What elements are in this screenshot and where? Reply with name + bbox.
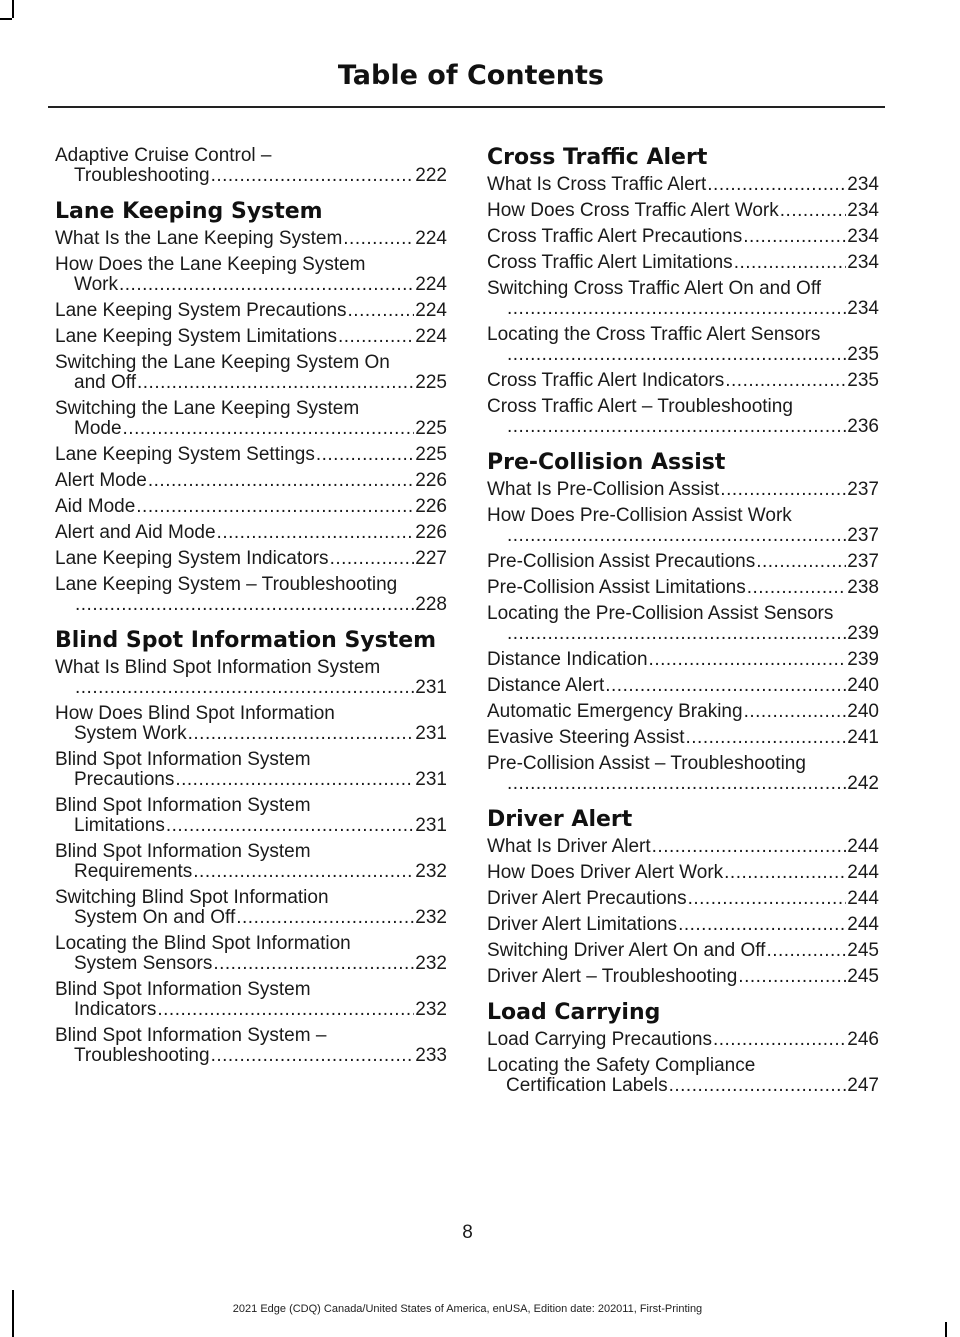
- toc-left-column: [55, 146, 447, 1072]
- page-number: 241: [847, 727, 879, 748]
- toc-entry[interactable]: Switching Driver Alert On and Off ..... 245: [487, 941, 879, 961]
- page-number: 240: [847, 675, 879, 696]
- toc-entry[interactable]: Blind Spot Information System Precautions ..... 231: [55, 750, 447, 790]
- page-number: 232: [415, 907, 447, 928]
- toc-entry[interactable]: How Does Blind Spot Information System Work ..... 231: [55, 704, 447, 744]
- toc-entry[interactable]: Locating the Pre-Collision Assist Sensors ..... 239: [487, 604, 879, 644]
- crop-mark: [12, 0, 14, 18]
- toc-entry[interactable]: Switching the Lane Keeping System On and Off ..... 225: [55, 353, 447, 393]
- toc-entry[interactable]: Pre-Collision Assist Limitations ..... 238: [487, 578, 879, 598]
- page-number: 227: [415, 548, 447, 569]
- toc-entry[interactable]: Driver Alert Limitations ..... 244: [487, 915, 879, 935]
- page-number: 225: [415, 444, 447, 465]
- page-number: 226: [415, 470, 447, 491]
- page-number: 237: [847, 525, 879, 546]
- toc-entry[interactable]: How Does the Lane Keeping System Work ..... 224: [55, 255, 447, 295]
- page-number: 234: [847, 226, 879, 247]
- page-number: 228: [415, 594, 447, 615]
- toc-entry[interactable]: Blind Spot Information System Requirements ..... 232: [55, 842, 447, 882]
- crop-mark: [0, 18, 12, 20]
- toc-entry[interactable]: Blind Spot Information System – Troubleshooting ..... 233: [55, 1026, 447, 1066]
- page-number: 234: [847, 298, 879, 319]
- page-title: Table of Contents: [337, 60, 604, 91]
- toc-entry[interactable]: What Is Cross Traffic Alert ..... 234: [487, 175, 879, 195]
- edition-info: 2021 Edge (CDQ) Canada/United States of America, enUSA, Edition date: 202011, First-Printing: [232, 1303, 703, 1315]
- toc-entry[interactable]: Lane Keeping System Settings ..... 225: [55, 445, 447, 465]
- toc-entry[interactable]: Pre-Collision Assist – Troubleshooting ..... 242: [487, 754, 879, 794]
- toc-entry[interactable]: Blind Spot Information System Indicators ..... 232: [55, 980, 447, 1020]
- toc-entry[interactable]: Cross Traffic Alert Indicators ..... 235: [487, 371, 879, 391]
- toc-entry[interactable]: Lane Keeping System Limitations ..... 224: [55, 327, 447, 347]
- page-number: 247: [847, 1075, 879, 1096]
- page-number: 231: [415, 723, 447, 744]
- toc-entry[interactable]: What Is Driver Alert ..... 244: [487, 837, 879, 857]
- toc-entry[interactable]: Cross Traffic Alert Precautions ..... 234: [487, 227, 879, 247]
- page-number: 246: [847, 1029, 879, 1050]
- page-number: 234: [847, 252, 879, 273]
- page-number: 240: [847, 701, 879, 722]
- toc-entry[interactable]: What Is Pre-Collision Assist ..... 237: [487, 480, 879, 500]
- toc-entry[interactable]: Alert and Aid Mode ..... 226: [55, 523, 447, 543]
- toc-entry[interactable]: What Is Blind Spot Information System ..... 231: [55, 658, 447, 698]
- page-number: 224: [415, 326, 447, 347]
- toc-entry[interactable]: How Does Cross Traffic Alert Work ..... 234: [487, 201, 879, 221]
- page-number: 245: [847, 940, 879, 961]
- toc-entry[interactable]: What Is the Lane Keeping System ..... 224: [55, 229, 447, 249]
- page-number-footer: 8: [462, 1222, 473, 1243]
- toc-entry[interactable]: Locating the Blind Spot Information System Sensors ..... 232: [55, 934, 447, 974]
- page-number: 224: [415, 274, 447, 295]
- page-number: 239: [847, 623, 879, 644]
- toc-entry[interactable]: Load Carrying Precautions ..... 246: [487, 1030, 879, 1050]
- toc-entry[interactable]: Aid Mode ..... 226: [55, 497, 447, 517]
- page-number: 234: [847, 174, 879, 195]
- toc-entry[interactable]: Cross Traffic Alert Limitations ..... 234: [487, 253, 879, 273]
- page-number: 222: [415, 165, 447, 186]
- crop-mark: [945, 1322, 947, 1337]
- page-number: 231: [415, 677, 447, 698]
- toc-entry[interactable]: Distance Indication ..... 239: [487, 650, 879, 670]
- toc-entry[interactable]: Blind Spot Information System Limitations ..... 231: [55, 796, 447, 836]
- section-heading: Cross Traffic Alert: [487, 145, 708, 170]
- section-heading: Pre-Collision Assist: [487, 450, 726, 475]
- toc-entry[interactable]: Driver Alert – Troubleshooting ..... 245: [487, 967, 879, 987]
- page-number: 235: [847, 344, 879, 365]
- page-number: 244: [847, 914, 879, 935]
- page-number: 232: [415, 999, 447, 1020]
- page-number: 239: [847, 649, 879, 670]
- page-number: 238: [847, 577, 879, 598]
- page-number: 231: [415, 769, 447, 790]
- toc-entry[interactable]: Locating the Cross Traffic Alert Sensors ..... 235: [487, 325, 879, 365]
- page-number: 245: [847, 966, 879, 987]
- toc-entry[interactable]: Alert Mode ..... 226: [55, 471, 447, 491]
- section-heading: Blind Spot Information System: [55, 628, 437, 653]
- page-number: 226: [415, 496, 447, 517]
- toc-entry[interactable]: Switching Blind Spot Information System On and Off ..... 232: [55, 888, 447, 928]
- section-heading: Lane Keeping System: [55, 199, 323, 224]
- page-number: 236: [847, 416, 879, 437]
- toc-entry[interactable]: Automatic Emergency Braking ..... 240: [487, 702, 879, 722]
- toc-entry[interactable]: Switching the Lane Keeping System Mode ..... 225: [55, 399, 447, 439]
- page-number: 225: [415, 372, 447, 393]
- page-number: 226: [415, 522, 447, 543]
- header-divider: [48, 106, 885, 108]
- page-number: 237: [847, 479, 879, 500]
- toc-entry[interactable]: Driver Alert Precautions ..... 244: [487, 889, 879, 909]
- page-number: 225: [415, 418, 447, 439]
- page-number: 224: [415, 300, 447, 321]
- toc-entry[interactable]: Adaptive Cruise Control – Troubleshooting ..... 222: [55, 146, 447, 186]
- section-heading: Driver Alert: [487, 807, 633, 832]
- page-number: 233: [415, 1045, 447, 1066]
- toc-entry[interactable]: Lane Keeping System – Troubleshooting ..... 228: [55, 575, 447, 615]
- toc-entry[interactable]: Cross Traffic Alert – Troubleshooting ..... 236: [487, 397, 879, 437]
- page-number: 224: [415, 228, 447, 249]
- toc-entry[interactable]: Lane Keeping System Indicators ..... 227: [55, 549, 447, 569]
- toc-entry[interactable]: Distance Alert ..... 240: [487, 676, 879, 696]
- toc-entry[interactable]: How Does Pre-Collision Assist Work ..... 237: [487, 506, 879, 546]
- toc-entry[interactable]: How Does Driver Alert Work ..... 244: [487, 863, 879, 883]
- section-heading: Load Carrying: [487, 1000, 661, 1025]
- toc-right-column: [487, 146, 879, 1102]
- page-number: 244: [847, 888, 879, 909]
- toc-entry[interactable]: Pre-Collision Assist Precautions ..... 237: [487, 552, 879, 572]
- toc-entry[interactable]: Locating the Safety Compliance Certification Labels ..... 247: [487, 1056, 879, 1096]
- page-number: 244: [847, 862, 879, 883]
- page-number: 232: [415, 953, 447, 974]
- toc-entry[interactable]: Switching Cross Traffic Alert On and Off ..... 234: [487, 279, 879, 319]
- page-number: 242: [847, 773, 879, 794]
- page-number: 235: [847, 370, 879, 391]
- toc-entry[interactable]: Lane Keeping System Precautions ..... 224: [55, 301, 447, 321]
- page-number: 237: [847, 551, 879, 572]
- page-number: 244: [847, 836, 879, 857]
- toc-entry[interactable]: Evasive Steering Assist ..... 241: [487, 728, 879, 748]
- page-number: 232: [415, 861, 447, 882]
- page-number: 234: [847, 200, 879, 221]
- page-number: 231: [415, 815, 447, 836]
